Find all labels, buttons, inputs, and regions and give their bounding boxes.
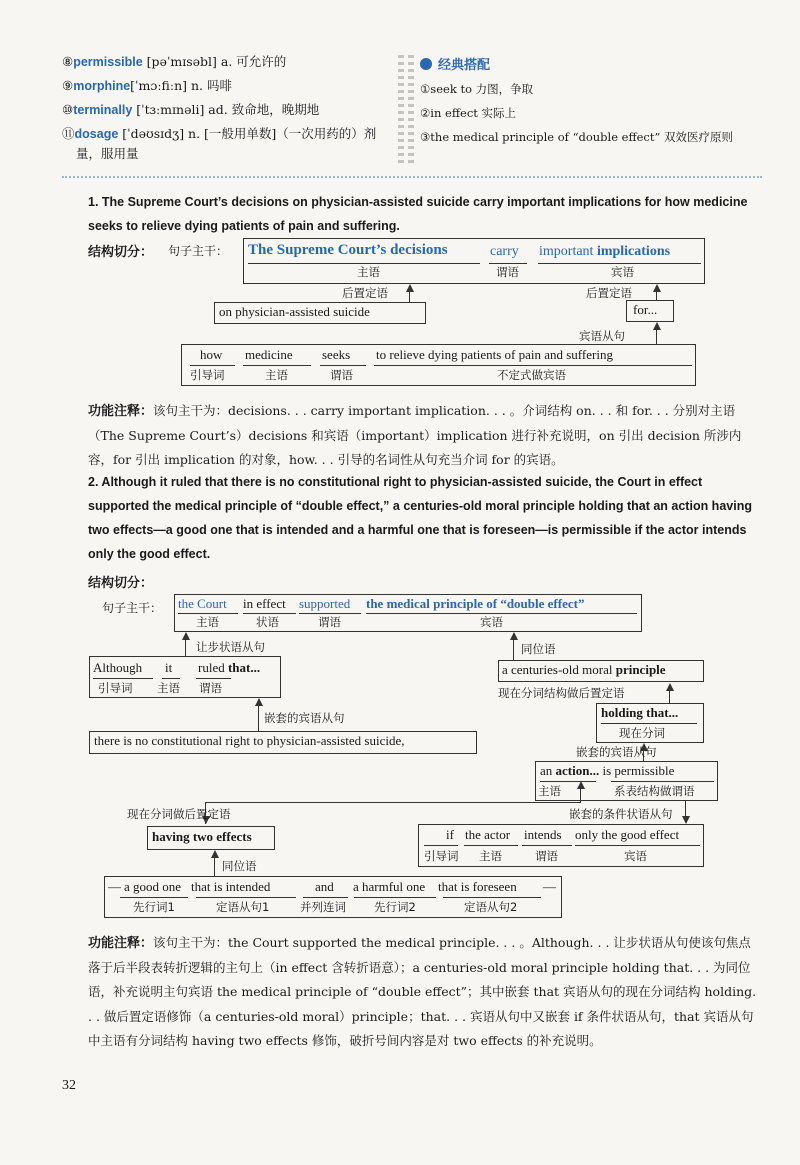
object-clause-label: 宾语从句 — [579, 329, 625, 343]
good-one-text: a good one — [124, 879, 182, 894]
arrow-up — [182, 632, 190, 640]
collocation-item: ①seek to 力图，争取 — [420, 82, 534, 96]
intends-label: 谓语 — [535, 849, 558, 863]
note-label: 功能注释： — [88, 403, 154, 418]
object-text: the medical principle of — [366, 596, 501, 611]
post-modifier-label: 现在分词做后置定语 — [127, 807, 231, 821]
dash-text: — — [543, 879, 556, 894]
if-text: if — [446, 827, 454, 842]
note-label: 功能注释： — [88, 935, 154, 950]
vocab-word: permissible — [73, 55, 143, 69]
intended-text: that is intended — [191, 879, 271, 894]
vocab-list — [62, 52, 376, 164]
action-subject-label: 主语 — [538, 784, 561, 798]
main-clause-label: 句子主干： — [168, 244, 229, 258]
subject-label: 主语 — [196, 615, 219, 629]
arrow-up — [211, 850, 219, 858]
holding-text: holding that... — [601, 705, 679, 720]
vocab-item — [62, 144, 376, 164]
bullet-dot-icon — [420, 58, 432, 70]
note-2 — [88, 931, 760, 1054]
vocab-num: ⑧ — [62, 54, 74, 69]
centuries-text: a centuries-old moral — [502, 662, 616, 677]
attr-clause-2-label: 定语从句2 — [464, 900, 518, 914]
vocab-item — [62, 100, 376, 120]
although-label: 引导词 — [98, 681, 133, 695]
how-label: 引导词 — [190, 368, 225, 382]
holding-label: 现在分词 — [619, 726, 665, 740]
note-text: 该句主干为：decisions. . . carry important implication. . . 。介词结构 on. . . 和 for. . . 分别对主语（The Supreme Court’s）decisions 和宾语（important）implication 进行补充说明，on 引出 decision 所涉内容，for 引出 implication 的对象，how. . . 引导的名词性从句充当介词 for 的宾语。 — [88, 403, 742, 467]
section-divider — [62, 176, 762, 178]
antecedent-2-label: 先行词2 — [374, 900, 416, 914]
arrow-down — [682, 816, 690, 824]
seeks-text: seeks — [322, 347, 351, 362]
sentence-2: 2. Although it ruled that there is no constitutional right to physician-assisted suicide, the Court in effect supported the medical principle of “double effect,” a centuries-old moral principle holding that an action having two effects—a good one that is intended and a harmful one that is foreseen—is permissible if the actor intends only the good effect. — [88, 475, 752, 561]
vocab-def: [ˈmɔːfiːn] n. 吗啡 — [130, 78, 232, 93]
vocab-item — [62, 52, 376, 72]
structure-label-2: 结构切分： — [88, 575, 154, 590]
note-text: 该句主干为：the Court supported the medical principle. . . 。Although. . . 让步状语从句使该句焦点落于后半段表转折逻辑的主句上（in effect 含转折语意）；a centuries-old moral principle holding that. . . 为同位语，补充说明主句宾语 the medical principle of “double effect”；其中嵌套 that 宾语从句的现在分词结构 holding. . . 做后置定语修饰（a centuries-old moral）principle；that. . . 宾语从句中又嵌套 if 条件状语从句，that 宾语从句中主语有分词结构 having two effects 修饰，破折号间内容是对 two effects 的补充说明。 — [88, 935, 757, 1048]
infinitive-text: to relieve dying patients of pain and suffering — [376, 347, 613, 362]
that-text: that... — [227, 660, 261, 675]
having-text: having two effects — [152, 829, 252, 844]
structure-label-1: 结构切分： — [88, 244, 154, 259]
intends-text: intends — [524, 827, 562, 842]
permissible-text: is permissible — [599, 763, 675, 778]
it-label: 主语 — [157, 681, 180, 695]
vocab-word: terminally — [73, 103, 133, 117]
ruled-label: 谓语 — [199, 681, 222, 695]
vocab-word: dosage — [74, 127, 119, 141]
antecedent-1-label: 先行词1 — [133, 900, 175, 914]
vocab-def: 量，服用量 — [76, 146, 139, 161]
if-label: 引导词 — [424, 849, 459, 863]
concessive-label: 让步状语从句 — [196, 640, 265, 654]
although-text: Although — [93, 660, 143, 675]
collocations-header — [420, 54, 733, 73]
conjunction-label: 并列连词 — [300, 900, 346, 914]
arrow-up — [666, 683, 674, 691]
collocations-panel — [420, 54, 733, 149]
how-text: how — [200, 347, 223, 362]
note-1 — [88, 399, 760, 473]
subject-text: the Court — [178, 596, 227, 611]
arrow-up — [577, 781, 585, 789]
verb-label: 谓语 — [496, 265, 519, 279]
on-phrase-text: on physician-assisted suicide — [219, 304, 370, 319]
nested-condition-label: 嵌套的条件状语从句 — [569, 807, 673, 821]
object-head: implications — [596, 244, 671, 259]
verb-text: supported — [299, 596, 351, 611]
vocab-item — [62, 124, 376, 144]
collocation-item: ②in effect 实际上 — [420, 106, 517, 120]
object-head: “double effect” — [500, 596, 585, 611]
adverbial-text: in effect — [243, 596, 286, 611]
object-text: important — [539, 244, 597, 259]
vocab-num: ⑩ — [62, 102, 74, 117]
vocab-def: [ˈtɜːmɪnəli] ad. 致命地，晚期地 — [132, 102, 320, 117]
vocab-item — [62, 76, 376, 96]
seeks-label: 谓语 — [330, 368, 353, 382]
object-label: 宾语 — [611, 265, 634, 279]
good-effect-label: 宾语 — [624, 849, 647, 863]
actor-text: the actor — [465, 827, 511, 842]
ruled-text: ruled — [198, 660, 228, 675]
vocab-word: morphine — [73, 79, 131, 93]
actor-label: 主语 — [479, 849, 502, 863]
verb-label: 谓语 — [318, 615, 341, 629]
good-effect-text: only the good effect — [575, 827, 680, 842]
vocab-num: ⑪ — [62, 126, 75, 141]
medicine-label: 主语 — [265, 368, 288, 382]
arrow-up — [510, 632, 518, 640]
subject-label: 主语 — [357, 265, 380, 279]
arrow-up — [255, 698, 263, 706]
and-text: and — [315, 879, 334, 894]
sentence-1: 1. The Supreme Court’s decisions on physician-assisted suicide carry important implications for how medicine seeks to relieve dying patients of pain and suffering. — [88, 195, 748, 233]
dash-text: — — [108, 879, 121, 894]
appositive-label: 同位语 — [222, 859, 257, 873]
participle-attr-label: 现在分词结构做后置定语 — [498, 686, 625, 700]
vocab-num: ⑨ — [62, 78, 74, 93]
vocab-def: [ˈdəʊsɪdʒ] n. [一般用单数]（一次用药的）剂 — [118, 126, 377, 141]
object-label: 宾语 — [480, 615, 503, 629]
post-modifier-label: 后置定语 — [586, 286, 632, 300]
adverbial-label: 状语 — [256, 615, 279, 629]
harmful-one-text: a harmful one — [353, 879, 426, 894]
foreseen-text: that is foreseen — [438, 879, 517, 894]
appositive-label: 同位语 — [521, 642, 556, 656]
no-right-text: there is no constitutional right to physician-assisted suicide, — [94, 733, 405, 748]
main-clause-label: 句子主干： — [102, 601, 163, 615]
arrow-up — [653, 322, 661, 330]
collocations-title: 经典搭配 — [438, 58, 491, 73]
verb-text: carry — [490, 244, 519, 259]
infinitive-label: 不定式做宾语 — [497, 368, 566, 382]
nested-object-label: 嵌套的宾语从句 — [576, 745, 657, 759]
attr-clause-1-label: 定语从句1 — [216, 900, 270, 914]
action-predicate-label: 系表结构做谓语 — [614, 784, 695, 798]
collocation-item: ③the medical principle of “double effect” 双效医疗原则 — [420, 130, 734, 144]
principle-head: principle — [615, 662, 666, 677]
action-article: an — [540, 763, 556, 778]
post-modifier-label: 后置定语 — [342, 286, 388, 300]
subject-text: The Supreme Court’s decisions — [248, 242, 448, 258]
it-text: it — [165, 660, 173, 675]
vocab-def: [pəˈmɪsəbl] a. 可允许的 — [142, 54, 287, 69]
for-phrase-text: for... — [633, 302, 658, 317]
action-head: action... — [555, 763, 600, 778]
column-divider-gap — [404, 55, 408, 167]
nested-object-label: 嵌套的宾语从句 — [264, 711, 345, 725]
medicine-text: medicine — [245, 347, 293, 362]
page-number: 32 — [62, 1078, 76, 1093]
arrow-up — [653, 284, 661, 292]
arrow-up — [406, 284, 414, 292]
